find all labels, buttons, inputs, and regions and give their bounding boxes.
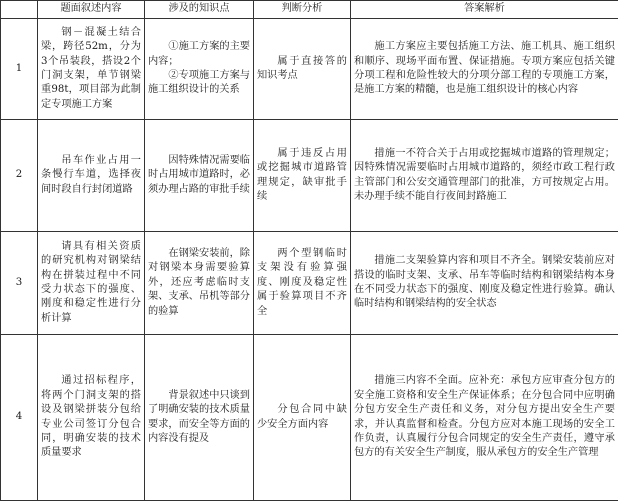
knowledge-line: 因特殊情况需要临时占用城市道路时，必须办理占路的审批手续 <box>148 154 250 195</box>
row-index: 4 <box>1 335 38 501</box>
row-knowledge <box>145 335 254 501</box>
row-index: 1 <box>1 19 38 120</box>
header-analysis: 判断分析 <box>254 1 351 19</box>
row-analysis: 分包合同中缺少安全方面内容 <box>254 335 351 501</box>
row-description: 钢－混凝土结合梁，跨径52m，分为3个吊装段，搭设2个门洞支架，单节钢梁重98t，项目部为此制定专项施工方案 <box>38 19 145 120</box>
knowledge-line: 在钢梁安装前，除对钢梁本身需要验算外，还应考虑临时支架、支承、吊机等部分的验算 <box>148 247 250 317</box>
row-answer: 措施二支架验算内容和项目不齐全。钢梁安装前应对搭设的临时支架、支承、吊车等临时结构和钢梁结构本身在不同受力状态下的强度、刚度及稳定性进行验算。确认临时结构和钢梁结构的安全状态 <box>351 232 618 335</box>
row-knowledge <box>145 19 254 120</box>
row-index: 2 <box>1 120 38 232</box>
header-answer: 答案解析 <box>351 1 618 19</box>
table-row <box>1 19 618 120</box>
row-analysis: 属于违反占用或挖掘城市道路管理规定，缺审批手续 <box>254 120 351 232</box>
row-answer: 措施一不符合关于占用或挖掘城市道路的管理规定；因特殊情况需要临时占用城市道路的，须经市政工程行政主管部门和公安交通管理部门的批准，方可按规定占用。未办理手续不能自行夜间封路施工 <box>351 120 618 232</box>
header-description: 题面叙述内容 <box>38 1 145 19</box>
header-row <box>1 1 618 19</box>
row-description: 通过招标程序，将两个门洞支架的搭设及钢梁拼装分包给专业公司签订分包合同，明确安装的技术质量要求 <box>38 335 145 501</box>
row-knowledge <box>145 232 254 335</box>
knowledge-line: 背景叙述中只谈到了明确安装的技术质量要求，而安全等方面的内容没有提及 <box>148 389 250 444</box>
table-row <box>1 120 618 232</box>
row-index: 3 <box>1 232 38 335</box>
knowledge-line: ②专项施工方案与施工组织设计的关系 <box>148 70 250 96</box>
row-analysis: 两个型钢临时支架没有验算强度、刚度及稳定性属于验算项目不齐全 <box>254 232 351 335</box>
row-answer: 措施三内容不全面。应补充：承包方应审查分包方的安全施工资格和安全生产保证体系；在分包合同中应明确分包方安全生产责任和义务，对分包方提出安全生产要求，并认真监督和检查。分包方应对本施工现场的安全工作负责，认真履行分包合同规定的安全生产责任，遵守承包方的有关安全生产制度，服从承包方的安全生产管理 <box>351 335 618 501</box>
knowledge-line: ①施工方案的主要内容； <box>148 41 250 67</box>
row-description: 吊车作业占用一条慢行车道，选择夜间时段自行封闭道路 <box>38 120 145 232</box>
header-index <box>1 1 38 19</box>
header-knowledge: 涉及的知识点 <box>145 1 254 19</box>
table-row <box>1 335 618 501</box>
row-analysis: 属于直接答的知识考点 <box>254 19 351 120</box>
row-description: 请具有相关资质的研究机构对钢梁结构在拼装过程中不同受力状态下的强度、刚度和稳定性进行分析计算 <box>38 232 145 335</box>
table-row <box>1 232 618 335</box>
row-answer: 施工方案应主要包括施工方法、施工机具、施工组织和顺序、现场平面布置、保证措施。专项方案应包括关键分项工程和危险性较大的分项分部工程的专项施工方案，是施工方案的精髓，也是施工组织设计的核心内容 <box>351 19 618 120</box>
row-knowledge <box>145 120 254 232</box>
